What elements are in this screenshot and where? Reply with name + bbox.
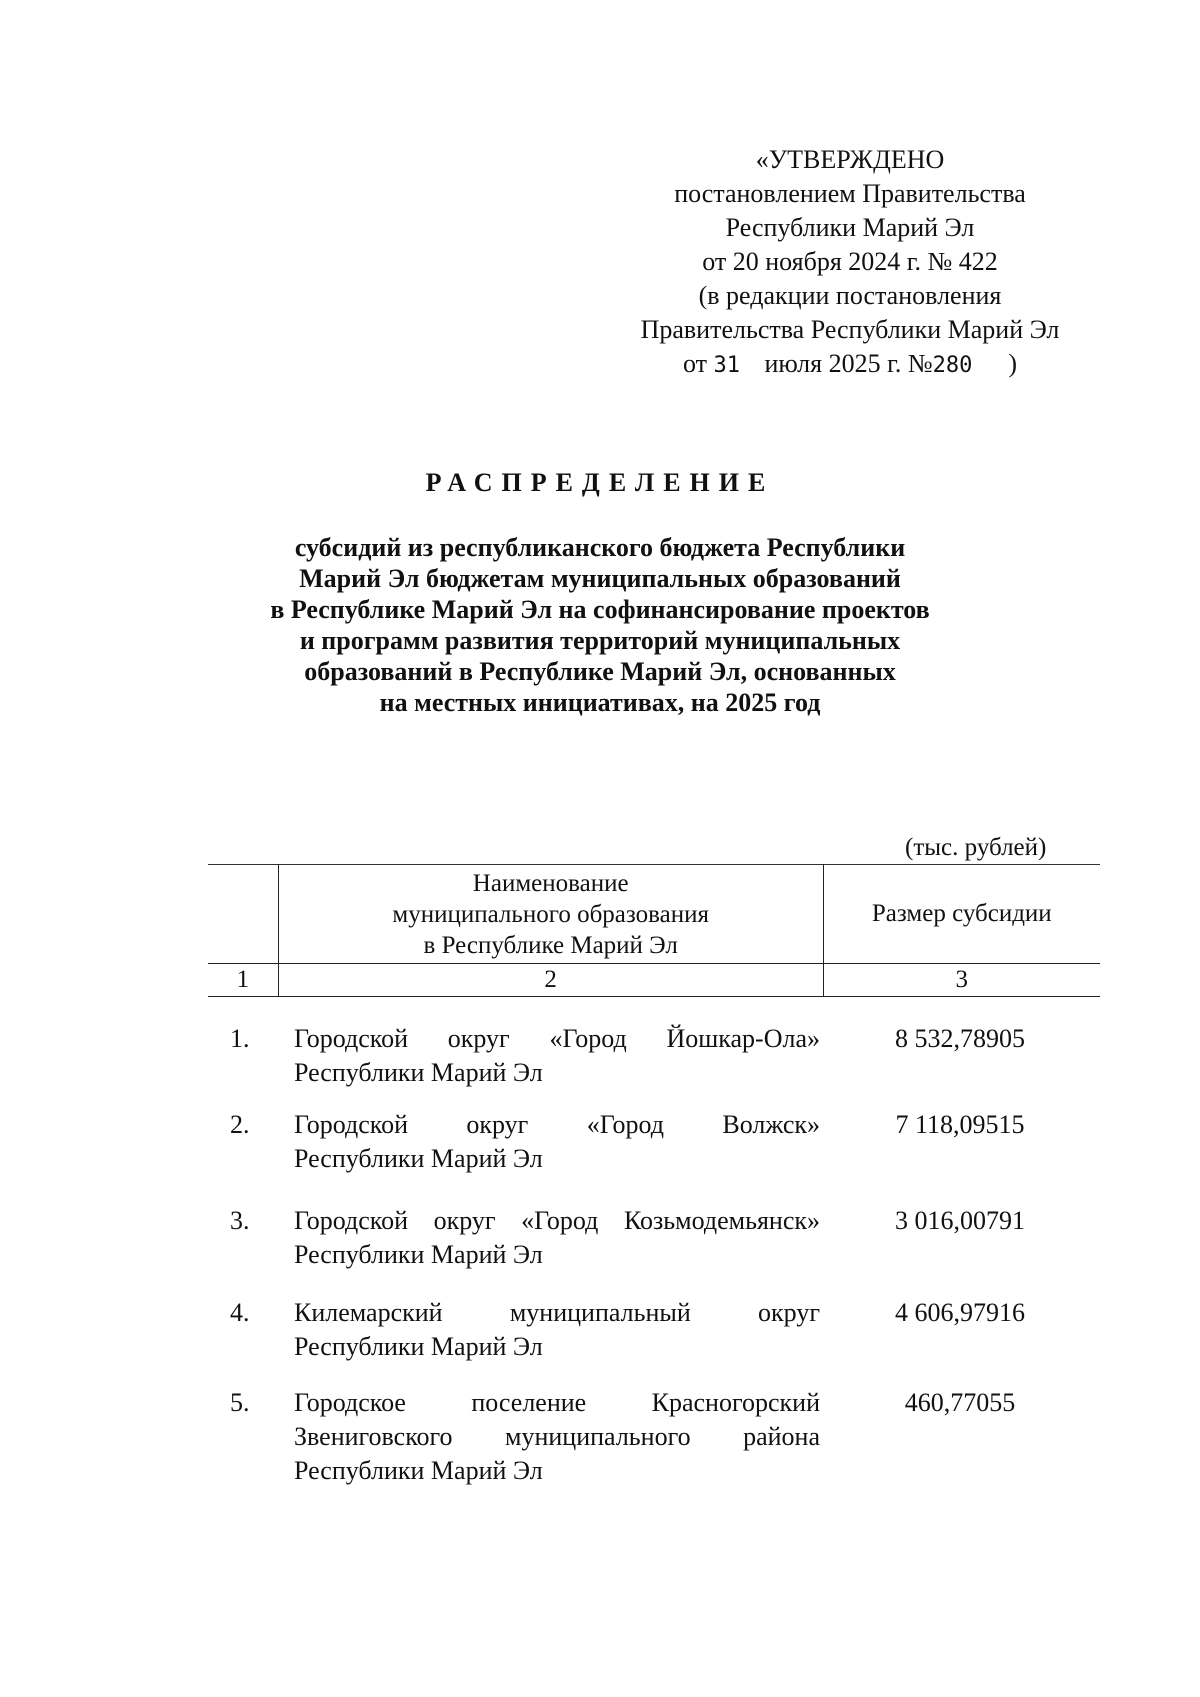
approval-line: Правительства Республики Марий Эл [640, 315, 1060, 344]
approval-date-middle: июля 2025 г. № [764, 349, 933, 378]
header-name-line: муниципального образования [392, 900, 709, 928]
row-name-line: Республики Марий Эл [294, 1332, 543, 1361]
header-name-line: Наименование [472, 869, 629, 897]
approval-date-prefix: от [682, 349, 707, 378]
row-value: 7 118,09515 [895, 1110, 1025, 1139]
approval-date-suffix: ) [1008, 349, 1018, 378]
approval-line: Республики Марий Эл [725, 213, 975, 242]
row-name [294, 1386, 820, 1488]
approval-line: «УТВЕРЖДЕНО [755, 145, 945, 174]
subtitle-line: Марий Эл бюджетам муниципальных образований [299, 564, 901, 593]
row-name-line: Городское поселение Красногорский [294, 1388, 820, 1417]
units-label: (тыс. рублей) [905, 834, 1047, 861]
approval-line: от 20 ноября 2024 г. № 422 [702, 247, 998, 276]
column-number: 2 [278, 964, 823, 997]
subtitle-line: образований в Республике Марий Эл, основанных [304, 657, 896, 686]
row-number: 5. [230, 1388, 250, 1417]
row-number: 1. [230, 1024, 250, 1053]
row-value: 4 606,97916 [895, 1298, 1025, 1327]
subtitle-line: субсидий из республиканского бюджета Республики [294, 533, 906, 562]
row-name-line: Звениговского муниципального района [294, 1422, 820, 1451]
row-name-line: Городской округ «Город Козьмодемьянск» [294, 1206, 820, 1235]
approval-stamp [600, 143, 1100, 383]
approval-decree-number: 280 [932, 353, 973, 378]
header-cell-index [208, 865, 278, 964]
document-subtitle [230, 532, 970, 718]
subtitle-line: в Республике Марий Эл на софинансирование проектов [270, 595, 930, 624]
header-name-line: в Республике Марий Эл [423, 931, 678, 959]
row-name-line: Республики Марий Эл [294, 1456, 543, 1485]
row-value: 460,77055 [904, 1388, 1016, 1417]
row-name-line: Килемарский муниципальный округ [294, 1298, 820, 1327]
approval-date-day: 31 [713, 353, 740, 378]
row-name-line: Городской округ «Город Йошкар-Ола» [294, 1024, 820, 1053]
row-name-line: Республики Марий Эл [294, 1240, 543, 1269]
row-name [294, 1022, 820, 1090]
row-number: 2. [230, 1110, 250, 1139]
row-name [294, 1204, 820, 1272]
row-name-line: Городской округ «Город Волжск» [294, 1110, 820, 1139]
row-name [294, 1108, 820, 1176]
document-title: РАСПРЕДЕЛЕНИЕ [425, 468, 775, 497]
row-name [294, 1296, 820, 1364]
row-number: 4. [230, 1298, 250, 1327]
row-number: 3. [230, 1206, 250, 1235]
column-number: 1 [208, 964, 278, 997]
approval-date-line [600, 347, 1100, 383]
subtitle-line: и программ развития территорий муниципальных [299, 626, 901, 655]
row-value: 8 532,78905 [895, 1024, 1025, 1053]
row-value: 3 016,00791 [895, 1206, 1025, 1235]
row-name-line: Республики Марий Эл [294, 1058, 543, 1087]
row-name-line: Республики Марий Эл [294, 1144, 543, 1173]
approval-line: постановлением Правительства [674, 179, 1026, 208]
header-cell-name [278, 865, 823, 964]
subtitle-line: на местных инициативах, на 2025 год [379, 688, 821, 717]
approval-line: (в редакции постановления [698, 281, 1002, 310]
column-number: 3 [823, 964, 1100, 997]
header-cell-amount: Размер субсидии [823, 865, 1100, 964]
table-header [208, 864, 1100, 997]
